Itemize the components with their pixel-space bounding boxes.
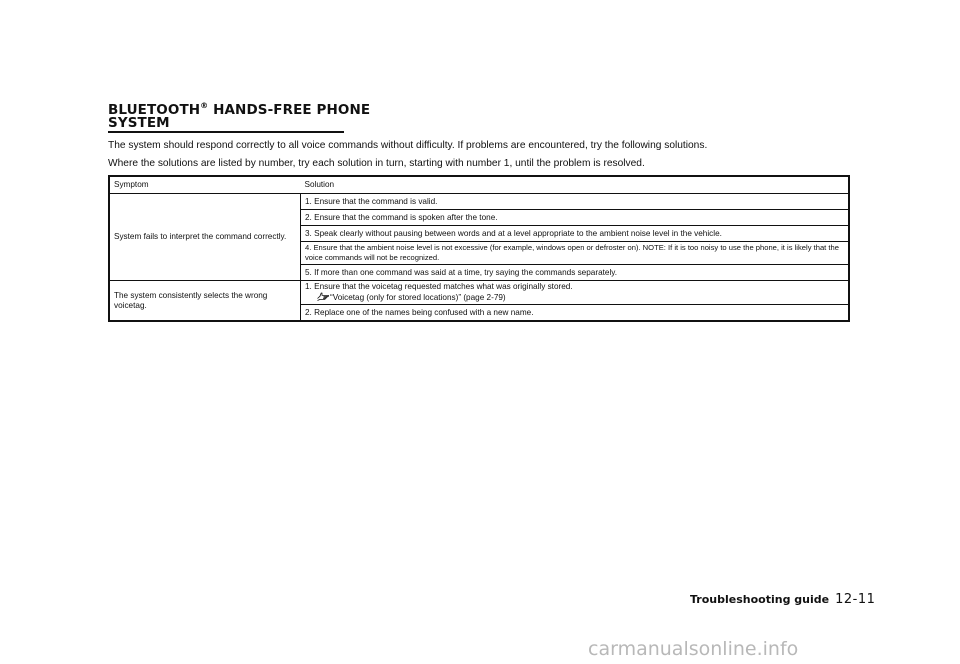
- registered-mark: ®: [200, 101, 209, 110]
- solution-cell: 2. Replace one of the names being confused with a new name.: [301, 305, 850, 322]
- solution-text: 1. Ensure that the voicetag requested matches what was originally stored.: [305, 282, 573, 291]
- intro-paragraph: The system should respond correctly to all voice commands without difficulty. If problems are encountered, try the following solutions.: [108, 140, 708, 151]
- solution-cell: 2. Ensure that the command is spoken after the tone.: [301, 210, 850, 226]
- solution-cell: 4. Ensure that the ambient noise level is not excessive (for example, windows open or defroster on). NOTE: If it is too noisy to use the phone, it is likely that the voice commands will not be recognized.: [301, 242, 850, 265]
- footer-section-title: Troubleshooting guide: [690, 593, 830, 606]
- table-header-row: [109, 176, 849, 194]
- reference-text: “Voicetag (only for stored locations)” (page 2-79): [330, 293, 506, 302]
- heading-rest: HANDS-FREE PHONE: [213, 102, 371, 118]
- symptom-header: Symptom: [109, 176, 301, 194]
- solution-cell: 5. If more than one command was said at a time, try saying the commands separately.: [301, 265, 850, 281]
- table-row: [109, 194, 849, 210]
- solution-cell: [301, 281, 850, 305]
- solution-header: Solution: [301, 176, 850, 194]
- symptom-cell: The system consistently selects the wrong voicetag.: [109, 281, 301, 322]
- section-heading: [108, 101, 371, 133]
- troubleshooting-table: [108, 175, 850, 322]
- page-reference: [305, 292, 844, 303]
- watermark: carmanualsonline.info: [588, 638, 799, 660]
- page-footer: [690, 590, 876, 608]
- solution-cell: 3. Speak clearly without pausing between words and at a level appropriate to the ambient noise level in the vehicle.: [301, 226, 850, 242]
- instruction-paragraph: Where the solutions are listed by number, try each solution in turn, starting with number 1, until the problem is resolved.: [108, 158, 645, 169]
- heading-line-2: SYSTEM: [108, 115, 170, 131]
- solution-cell: 1. Ensure that the command is valid.: [301, 194, 850, 210]
- symptom-cell: System fails to interpret the command correctly.: [109, 194, 301, 281]
- page-number: 12-11: [835, 592, 876, 607]
- pointing-hand-icon: [317, 292, 329, 301]
- table-row: [109, 281, 849, 305]
- heading-brand: BLUETOOTH: [108, 102, 201, 118]
